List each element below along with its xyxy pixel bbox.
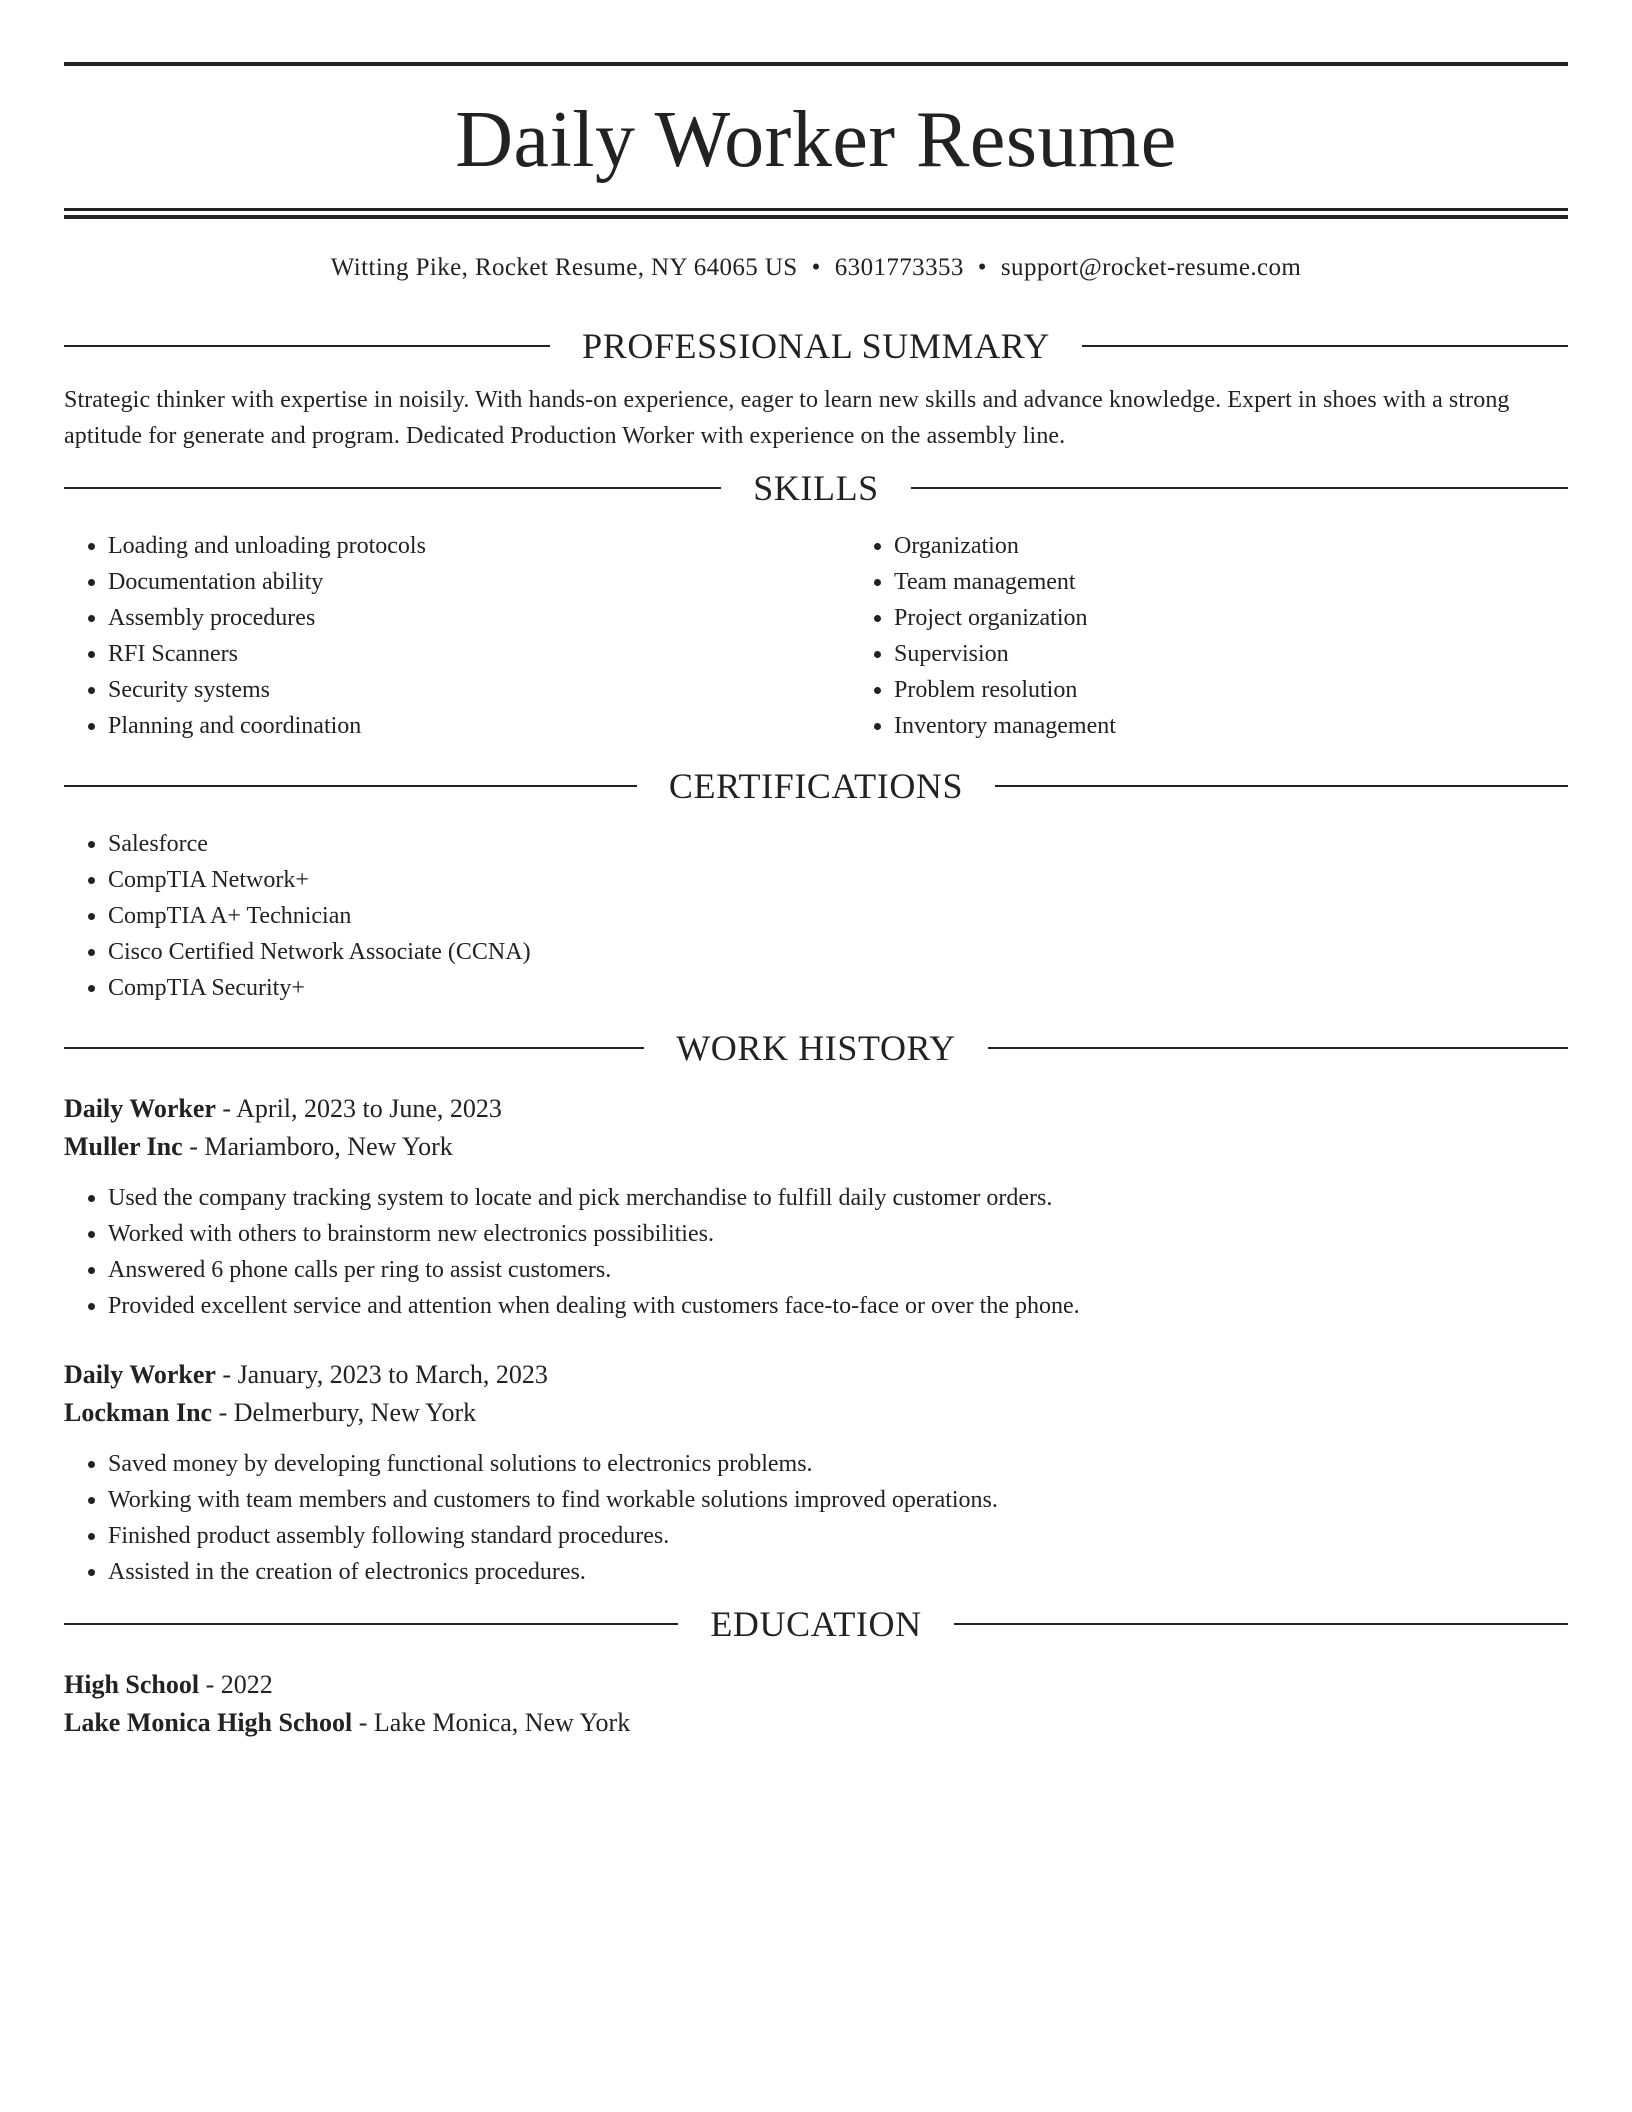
list-item: • Project organization: [894, 600, 1568, 636]
education-entry: [64, 1666, 1568, 1742]
list-item: • CompTIA Network+: [108, 862, 1568, 898]
list-item: • Planning and coordination: [108, 708, 850, 744]
job-bullets: [64, 1446, 1568, 1590]
section-rule: [64, 1623, 678, 1625]
list-item: • Problem resolution: [894, 672, 1568, 708]
section-rule: [911, 487, 1568, 489]
job-location: - Delmerbury, New York: [212, 1398, 477, 1427]
top-rule: [64, 62, 1568, 66]
contact-separator: •: [811, 254, 821, 281]
section-title-work-history: WORK HISTORY: [676, 1028, 956, 1068]
skills-list-left: [64, 528, 850, 744]
list-item: • Worked with others to brainstorm new electronics possibilities.: [108, 1216, 1568, 1252]
job-title: Daily Worker: [64, 1094, 216, 1123]
list-item: • Salesforce: [108, 826, 1568, 862]
section-title-summary: PROFESSIONAL SUMMARY: [582, 326, 1050, 366]
section-rule: [988, 1047, 1568, 1049]
summary-text: Strategic thinker with expertise in noisily. With hands-on experience, eager to learn new skills and advance knowledge. Expert in shoes with a strong aptitude for generate and program. Dedicated Production Worker with experience on the assembly line.: [64, 387, 1510, 449]
contact-address: Witting Pike, Rocket Resume, NY 64065 US: [330, 254, 798, 281]
list-item: • Provided excellent service and attention when dealing with customers face-to-face or over the phone.: [108, 1288, 1568, 1324]
section-rule: [64, 785, 637, 787]
job-title: Daily Worker: [64, 1360, 216, 1389]
education-school-line: [64, 1704, 1568, 1742]
job-entry: [64, 1356, 1568, 1590]
list-item: • Security systems: [108, 672, 850, 708]
job-title-line: [64, 1356, 1568, 1394]
section-title-certifications: CERTIFICATIONS: [668, 766, 964, 806]
list-item: • Assembly procedures: [108, 600, 850, 636]
section-rule: [995, 785, 1568, 787]
skills-list-right: [850, 528, 1568, 744]
education-year: - 2022: [199, 1670, 273, 1699]
section-rule: [954, 1623, 1568, 1625]
section-header-summary: [64, 326, 1568, 366]
section-header-skills: [64, 468, 1568, 508]
contact-line: [64, 253, 1568, 283]
job-title-line: [64, 1090, 1568, 1128]
section-rule: [64, 345, 550, 347]
title-double-rule: [64, 208, 1568, 219]
education-degree-line: [64, 1666, 1568, 1704]
list-item: • Assisted in the creation of electronics procedures.: [108, 1554, 1568, 1590]
education-location: - Lake Monica, New York: [352, 1708, 631, 1737]
list-item: • RFI Scanners: [108, 636, 850, 672]
list-item: • Loading and unloading protocols: [108, 528, 850, 564]
list-item: • Used the company tracking system to locate and pick merchandise to fulfill daily customer orders.: [108, 1180, 1568, 1216]
education-degree: High School: [64, 1670, 200, 1699]
job-company-line: [64, 1394, 1568, 1432]
resume-title: Daily Worker Resume: [455, 96, 1177, 184]
list-item: • CompTIA A+ Technician: [108, 898, 1568, 934]
list-item: • Team management: [894, 564, 1568, 600]
section-title-education: EDUCATION: [710, 1604, 922, 1644]
job-company: Muller Inc: [64, 1132, 183, 1161]
list-item: • Finished product assembly following standard procedures.: [108, 1518, 1568, 1554]
contact-email: support@rocket-resume.com: [1000, 254, 1302, 281]
job-dates: - January, 2023 to March, 2023: [215, 1360, 548, 1389]
list-item: • Cisco Certified Network Associate (CCNA): [108, 934, 1568, 970]
job-company-line: [64, 1128, 1568, 1166]
job-company: Lockman Inc: [64, 1398, 213, 1427]
certifications-list: [64, 826, 1568, 1006]
list-item: • Documentation ability: [108, 564, 850, 600]
section-header-work-history: [64, 1028, 1568, 1068]
list-item: • Inventory management: [894, 708, 1568, 744]
section-header-certifications: [64, 766, 1568, 806]
contact-phone: 6301773353: [834, 254, 964, 281]
section-title-skills: SKILLS: [753, 468, 879, 508]
job-location: - Mariamboro, New York: [182, 1132, 453, 1161]
list-item: • Organization: [894, 528, 1568, 564]
list-item: • Saved money by developing functional solutions to electronics problems.: [108, 1446, 1568, 1482]
section-rule: [64, 1047, 644, 1049]
contact-separator: •: [977, 254, 987, 281]
list-item: • CompTIA Security+: [108, 970, 1568, 1006]
education-school: Lake Monica High School: [64, 1708, 353, 1737]
job-entry: [64, 1090, 1568, 1324]
skills-columns: [64, 528, 1568, 744]
list-item: • Supervision: [894, 636, 1568, 672]
list-item: • Working with team members and customers to find workable solutions improved operations.: [108, 1482, 1568, 1518]
job-bullets: [64, 1180, 1568, 1324]
list-item: • Answered 6 phone calls per ring to assist customers.: [108, 1252, 1568, 1288]
section-rule: [64, 487, 721, 489]
section-rule: [1082, 345, 1568, 347]
job-dates: - April, 2023 to June, 2023: [215, 1094, 502, 1123]
section-header-education: [64, 1604, 1568, 1644]
